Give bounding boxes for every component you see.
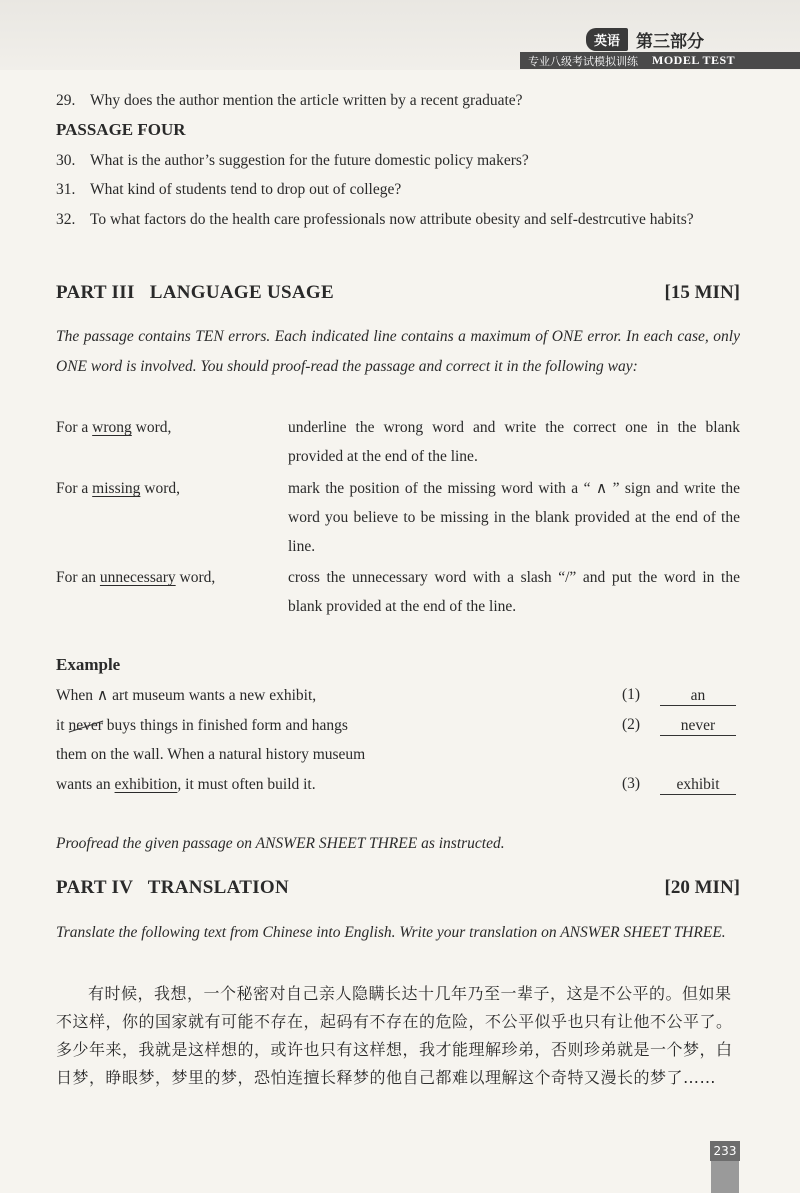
part3-title: PART III LANGUAGE USAGE <box>56 282 334 303</box>
rule-missing-label: For a missing word, <box>56 480 181 497</box>
header-bar <box>520 52 800 69</box>
part3-time: [15 MIN] <box>664 282 740 303</box>
header-subtitle-cn: 专业八级考试模拟训练 <box>528 54 638 68</box>
example-line-3: them on the wall. When a natural history museum <box>56 746 366 763</box>
page-number: 233 <box>710 1141 740 1161</box>
part3-closing: Proofread the given passage on ANSWER SHEET THREE as instructed. <box>56 835 505 852</box>
rule-missing-text: mark the position of the missing word with a “ ∧ ” sign and write the word you believe to be missing in the blank provided at the end of the line. <box>288 480 740 555</box>
example-answer-3: exhibit <box>660 776 736 795</box>
question-32-num: 32. <box>56 211 76 228</box>
page-edge-strip <box>711 1161 739 1193</box>
example-answer-2: never <box>660 717 736 736</box>
rule-wrong-text: underline the wrong word and write the correct one in the blank provided at the end of the line. <box>288 419 740 465</box>
question-30: 30. What is the author’s suggestion for the future domestic policy makers? <box>56 152 529 169</box>
question-31: 31. What kind of students tend to drop out of college? <box>56 181 402 198</box>
rule-unnecessary-label: For an unnecessary word, <box>56 569 216 586</box>
part4-time: [20 MIN] <box>664 877 740 898</box>
part4-instructions: Translate the following text from Chinese into English. Write your translation on ANSWER SHEET THREE. <box>56 924 726 941</box>
example-line-2: it never buys things in finished form and hangs <box>56 717 348 734</box>
passage-four-heading: PASSAGE FOUR <box>56 120 186 139</box>
part4-title: PART IV TRANSLATION <box>56 877 289 898</box>
part-title: 第三部分 <box>636 31 704 52</box>
rule-wrong-label: For a wrong word, <box>56 419 172 436</box>
example-num-3: (3) <box>622 775 641 792</box>
subject-tag: 英语 <box>586 28 628 51</box>
example-line-1: When ∧ art museum wants a new exhibit, <box>56 687 317 704</box>
rule-unnecessary-text: cross the unnecessary word with a slash “/” and put the word in the blank provided at the end of the line. <box>288 569 740 615</box>
question-32-text: To what factors do the health care professionals now attribute obesity and self-destrcutive habits? <box>90 211 694 228</box>
question-29: 29. Why does the author mention the article written by a recent graduate? <box>56 92 523 109</box>
header-top <box>510 27 800 51</box>
example-line-4: wants an exhibition, it must often build it. <box>56 776 316 793</box>
example-answer-1: an <box>660 687 736 706</box>
running-header <box>510 27 800 70</box>
chinese-passage: 有时候，我想，一个秘密对自己亲人隐瞒长达十几年乃至一辈子，这是不公平的。但如果不这样，你的国家就有可能不存在，起码有不存在的危险，不公平似乎也只有让他不公平了。多少年来，我就是这样想的，或许也只有这样想，我才能理解珍弟，否则珍弟就是一个梦，白日梦，睁眼梦，梦里的梦，恐怕连擅长释梦的他自己都难以理解这个奇特又漫长的梦了…… <box>56 984 733 1087</box>
example-num-2: (2) <box>622 716 641 733</box>
header-subtitle-en: MODEL TEST <box>652 53 736 67</box>
part4-heading <box>56 877 740 899</box>
part3-instructions: The passage contains TEN errors. Each indicated line contains a maximum of ONE error. In each case, only ONE word is involved. You should proof-read the passage and correct it in the following way: <box>56 328 740 375</box>
example-heading: Example <box>56 655 121 674</box>
part3-heading <box>56 282 740 304</box>
example-num-1: (1) <box>622 686 641 703</box>
